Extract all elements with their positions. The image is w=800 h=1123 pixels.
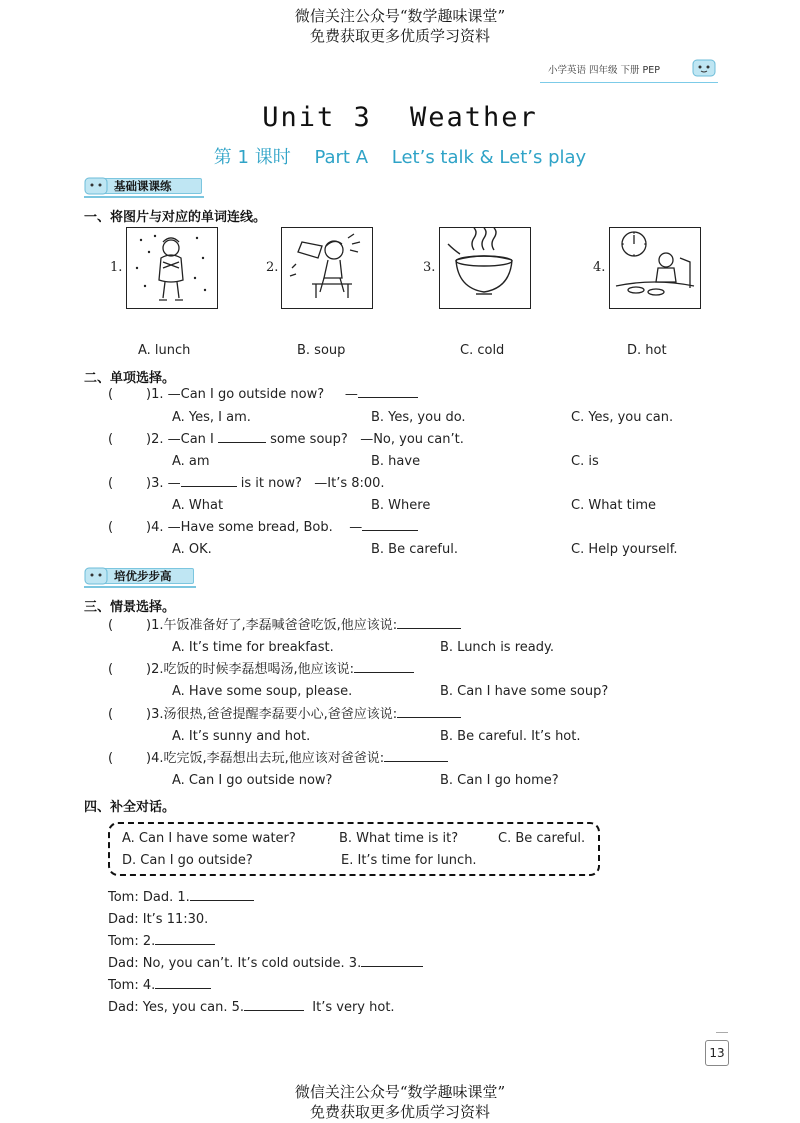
answer-blank[interactable]	[155, 977, 211, 989]
picture-number: 4.	[593, 260, 606, 275]
word-option-cold[interactable]: C. cold	[460, 343, 505, 358]
dialogue-line: Dad: It’s 11:30.	[108, 912, 209, 927]
soup-bowl-icon	[440, 228, 529, 307]
answer-blank[interactable]	[218, 431, 266, 443]
dialogue-line: Dad: No, you can’t. It’s cold outside. 3.	[108, 955, 423, 973]
section4-heading: 四、补全对话。	[84, 800, 176, 815]
picture-cold-boy[interactable]	[126, 227, 218, 309]
picture-soup-bowl[interactable]	[439, 227, 531, 309]
lesson-number: 第 1 课时	[213, 147, 291, 168]
watermark-bottom-line2: 免费获取更多优质学习资料	[309, 1103, 490, 1121]
answer-blank[interactable]	[181, 475, 237, 487]
option-b[interactable]: B. Can I have some soup?	[440, 684, 609, 699]
dialogue-line: Tom: 4.	[108, 977, 211, 995]
situation-row: ( )1.午饭准备好了,李磊喊爸爸吃饭,他应该说:	[108, 617, 461, 635]
option-b[interactable]: B. Be careful.	[371, 542, 458, 557]
badge-advanced	[84, 566, 196, 588]
unit-label: Unit 3	[262, 102, 372, 133]
option-c[interactable]: C. Help yourself.	[571, 542, 678, 557]
option-a[interactable]: A. It’s time for breakfast.	[172, 640, 334, 655]
box-option-c[interactable]: C. Be careful.	[498, 831, 586, 846]
page-number: 13	[705, 1040, 729, 1066]
answer-blank[interactable]	[244, 999, 304, 1011]
question-row: ( )4. —Have some bread, Bob. —	[108, 519, 418, 537]
watermark-bottom-line1: 微信关注公众号“数学趣味课堂”	[294, 1083, 506, 1101]
option-a[interactable]: A. Yes, I am.	[172, 410, 251, 425]
answer-blank[interactable]	[361, 955, 423, 967]
picture-number: 2.	[266, 260, 279, 275]
answer-blank[interactable]	[354, 661, 414, 673]
answer-paren[interactable]: (	[108, 662, 114, 677]
answer-paren[interactable]: (	[108, 520, 114, 535]
answer-blank[interactable]	[397, 706, 461, 718]
answer-blank[interactable]	[155, 933, 215, 945]
option-a[interactable]: A. Have some soup, please.	[172, 684, 353, 699]
option-a[interactable]: A. OK.	[172, 542, 212, 557]
page-header	[548, 58, 716, 82]
situation-row: ( )4.吃完饭,李磊想出去玩,他应该对爸爸说:	[108, 750, 448, 768]
bear-badge-icon	[84, 176, 108, 196]
watermark-top-line1: 微信关注公众号“数学趣味课堂”	[294, 7, 506, 25]
answer-paren[interactable]: (	[108, 707, 114, 722]
option-a[interactable]: A. It’s sunny and hot.	[172, 729, 311, 744]
box-option-e[interactable]: E. It’s time for lunch.	[341, 853, 477, 868]
option-c[interactable]: C. What time	[571, 498, 657, 513]
header-divider	[540, 82, 718, 83]
answer-blank[interactable]	[362, 519, 418, 531]
picture-hot-boy[interactable]	[281, 227, 373, 309]
cold-boy-icon	[127, 228, 216, 307]
option-b[interactable]: B. have	[371, 454, 421, 469]
lesson-subtitle	[0, 143, 800, 169]
section3-heading: 三、情景选择。	[84, 600, 176, 615]
badge-advanced-label: 培优步步高	[114, 569, 172, 583]
picture-number: 1.	[110, 260, 123, 275]
box-option-b[interactable]: B. What time is it?	[339, 831, 459, 846]
badge-basic	[84, 176, 204, 198]
section2-heading: 二、单项选择。	[84, 371, 176, 386]
dialogue-line: Tom: Dad. 1.	[108, 889, 254, 907]
question-row: ( )1. —Can I go outside now? —	[108, 386, 418, 404]
lunch-clock-icon	[610, 228, 699, 307]
box-option-a[interactable]: A. Can I have some water?	[122, 831, 296, 846]
bear-badge-icon	[84, 566, 108, 586]
picture-number: 3.	[423, 260, 436, 275]
page-number-fold	[716, 1032, 728, 1033]
option-b[interactable]: B. Lunch is ready.	[440, 640, 554, 655]
option-b[interactable]: B. Can I go home?	[440, 773, 559, 788]
dialogue-line: Tom: 2.	[108, 933, 215, 951]
question-row: ( )3. — is it now? —It’s 8:00.	[108, 476, 385, 491]
header-text: 小学英语 四年级 下册 PEP	[548, 65, 661, 76]
word-option-soup[interactable]: B. soup	[297, 343, 346, 358]
option-a[interactable]: A. Can I go outside now?	[172, 773, 333, 788]
answer-paren[interactable]: (	[108, 476, 114, 491]
situation-row: ( )2.吃饭的时候李磊想喝汤,他应该说:	[108, 661, 414, 679]
section1-heading: 一、将图片与对应的单词连线。	[84, 210, 267, 225]
option-b[interactable]: B. Yes, you do.	[371, 410, 466, 425]
option-a[interactable]: A. What	[172, 498, 224, 513]
answer-blank[interactable]	[397, 617, 461, 629]
answer-blank[interactable]	[384, 750, 448, 762]
page-title	[0, 102, 800, 133]
option-a[interactable]: A. am	[172, 454, 210, 469]
box-option-d[interactable]: D. Can I go outside?	[122, 853, 253, 868]
option-c[interactable]: C. Yes, you can.	[571, 410, 674, 425]
picture-lunch-clock[interactable]	[609, 227, 701, 309]
situation-row: ( )3.汤很热,爸爸提醒李磊要小心,爸爸应该说:	[108, 706, 461, 724]
word-option-lunch[interactable]: A. lunch	[138, 343, 191, 358]
badge-basic-label: 基础课课练	[114, 179, 172, 193]
answer-blank[interactable]	[190, 889, 254, 901]
answer-paren[interactable]: (	[108, 751, 114, 766]
word-option-hot[interactable]: D. hot	[627, 343, 667, 358]
lesson-section: Let’s talk & Let’s play	[391, 147, 587, 168]
dialogue-line: Dad: Yes, you can. 5. It’s very hot.	[108, 1000, 395, 1015]
answer-paren[interactable]: (	[108, 432, 114, 447]
bear-mascot-icon	[692, 58, 716, 78]
answer-paren[interactable]: (	[108, 618, 114, 633]
lesson-part: Part A	[314, 147, 369, 168]
unit-topic: Weather	[410, 102, 538, 133]
answer-blank[interactable]	[358, 386, 418, 398]
option-b[interactable]: B. Be careful. It’s hot.	[440, 729, 581, 744]
hot-boy-icon	[282, 228, 371, 307]
watermark-top-line2: 免费获取更多优质学习资料	[309, 27, 490, 45]
question-row: ( )2. —Can I some soup? —No, you can’t.	[108, 432, 464, 447]
option-b[interactable]: B. Where	[371, 498, 431, 513]
option-c[interactable]: C. is	[571, 454, 599, 469]
answer-paren[interactable]: (	[108, 387, 114, 402]
